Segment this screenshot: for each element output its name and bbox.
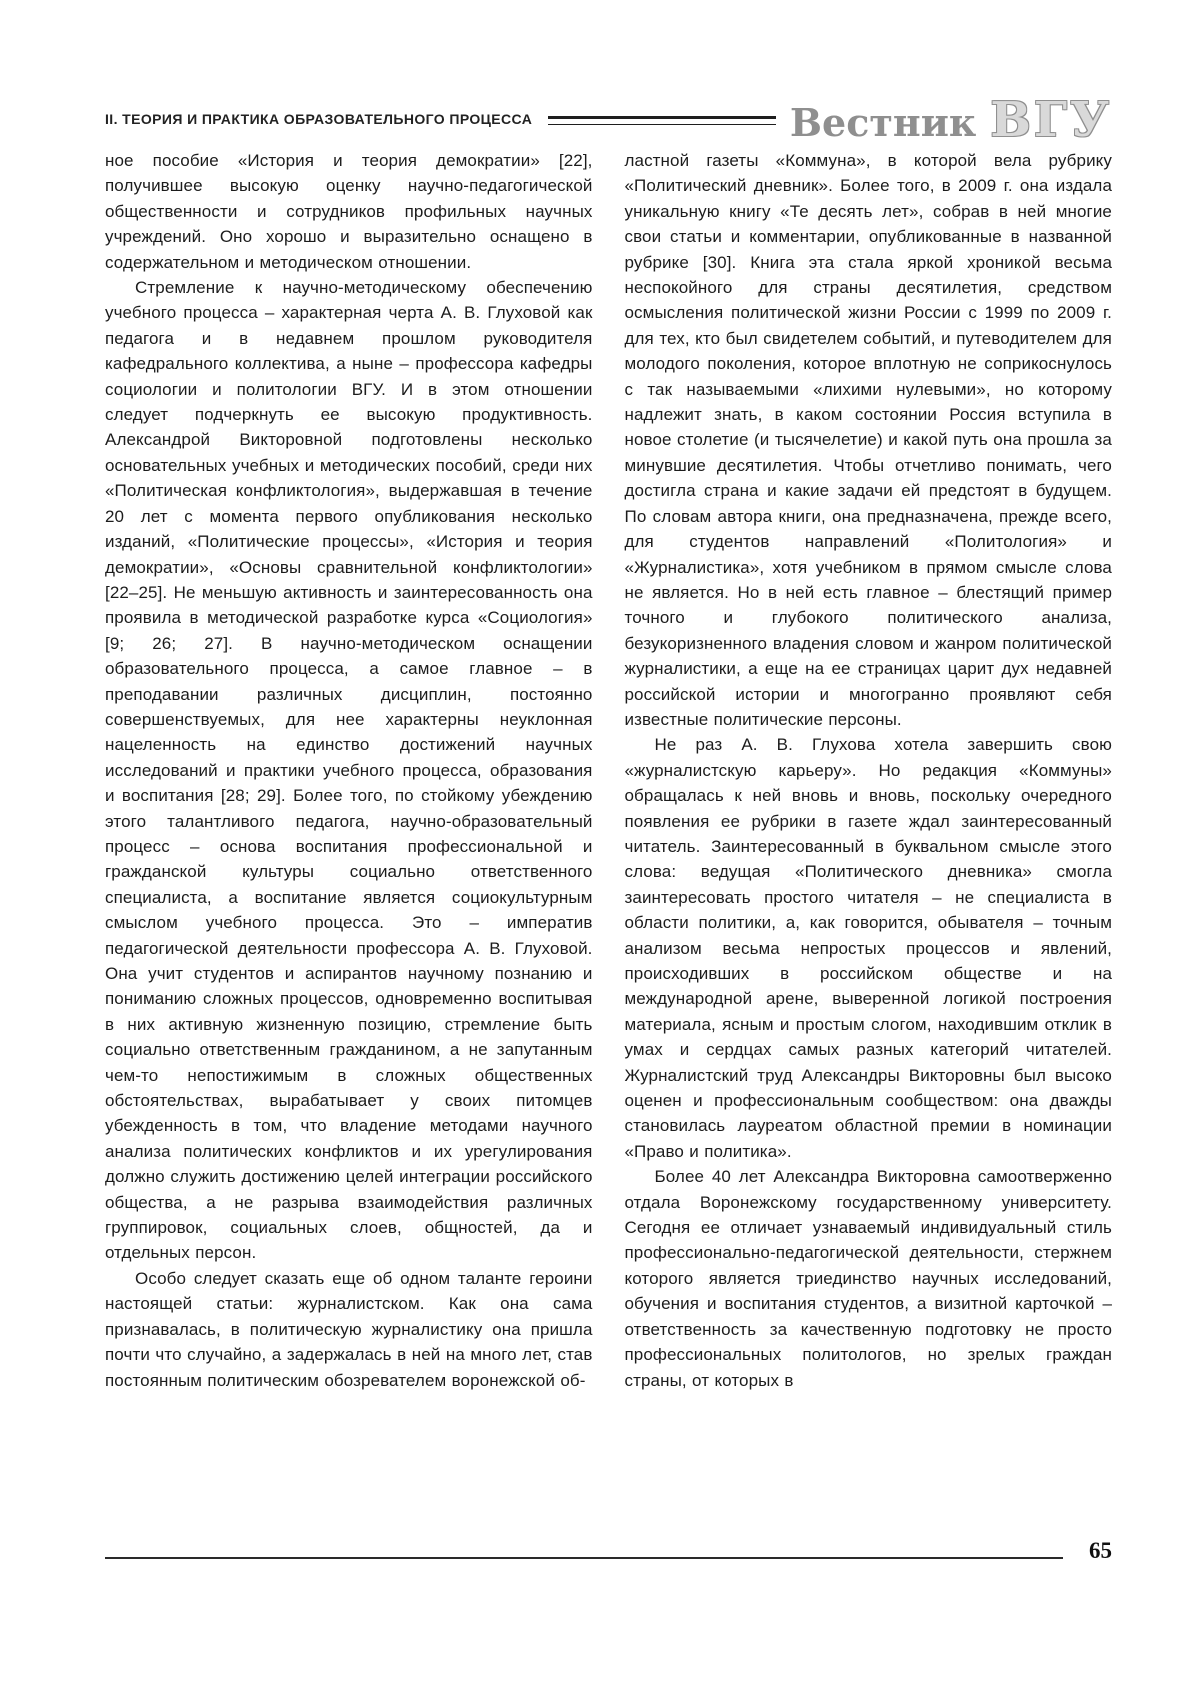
paragraph: ластной газеты «Коммуна», в которой вела рубрику «Политический дневник». Более того, в 2009 г. она издала уникальную книгу «Те десять лет», собрав в ней многие свои статьи и комментарии, опубликованные в названной рубрике [30]. Книга эта стала яркой хроникой весьма неспокойного для страны десятилетия, средством осмысления политической жизни России с 1999 по 2009 г. для тех, кто был свидетелем событий, и путеводителем для молодого поколения, которое вплотную не соприкоснулось с так называемыми «лихими нулевыми», но которому надлежит знать, в каком состоянии Россия вступила в новое столетие (и тысячелетие) и какой путь она прошла за минувшие десятилетия. Чтобы отчетливо понимать, чего достигла страна и какие задачи ей предстоят в будущем. По словам автора книги, она предназначена, прежде всего, для студентов направлений «Политология» и «Журналистика», хотя учебником в прямом смысле слова не является. Но в ней есть главное – блестящий пример точного и глубокого политического анализа, безукоризненного владения словом и жанром политической журналистики, а еще на ее страницах царит дух недавней российской истории и многогранно проявляют себя известные политические персоны.	[624, 151, 1112, 729]
journal-name-vestnik: Вестник	[789, 100, 977, 145]
paragraph: Особо следует сказать еще об одном таланте героини настоящей статьи: журналистском. Как она сама признавалась, в политическую журналистику она пришла почти что случайно, а задержалась в ней на много лет, став постоянным политическим обозревателем воронежской об-	[105, 1268, 593, 1390]
header-rule	[548, 116, 776, 125]
page-header	[105, 92, 1112, 148]
section-title: II. ТЕОРИЯ И ПРАКТИКА ОБРАЗОВАТЕЛЬНОГО ПРОЦЕССА	[105, 111, 533, 127]
journal-logo	[790, 92, 1112, 148]
journal-name-vgu: ВГУ	[990, 92, 1112, 148]
paragraph: Не раз А. В. Глухова хотела завершить свою «журналистскую карьеру». Но редакция «Коммуны» обращалась к ней вновь и вновь, поскольку очередного появления ее рубрики в газете ждал заинтересованный читатель. Заинтересованный в буквальном смысле этого слова: ведущая «Политического дневника» смогла заинтересовать простого читателя – не специалиста в области политики, а, как говорится, обывателя – точным анализом весьма непростых процессов и явлений, происходивших в российском обществе и на международной арене, выверенной логикой построения материала, ясным и простым слогом, находившим отклик в умах и сердцах самых разных категорий читателей. Журналистский труд Александры Викторовны был высоко оценен и профессиональным сообществом: она дважды становилась лауреатом областной премии в номинации «Право и политика».	[624, 735, 1112, 1161]
page-footer	[105, 1538, 1112, 1564]
right-column	[625, 148, 1113, 1393]
paragraph: Стремление к научно-методическому обеспечению учебного процесса – характерная черта А. В. Глуховой как педагога и в недавнем прошлом руководителя кафедрального коллектива, а ныне – профессора кафедры социологии и политологии ВГУ. И в этом отношении следует подчеркнуть ее высокую продуктивность. Александрой Викторовной подготовлены несколько основательных учебных и методических пособий, среди них «Политическая конфликтология», выдержавшая в течение 20 лет с момента первого опубликования несколько изданий, «Политические процессы», «История и теория демократии», «Основы сравнительной конфликтологии» [22–25]. Не меньшую активность и заинтересованность она проявила в методической разработке курса «Социология» [9; 26; 27]. В научно-методическом оснащении образовательного процесса, а самое главное – в преподавании различных дисциплин, постоянно совершенствуемых, для нее характерны неуклонная нацеленность на единство достижений научных исследований и практики учебного процесса, образования и воспитания [28; 29]. Более того, по стойкому убеждению этого талантливого педагога, научно-образовательный процесс – основа воспитания профессиональной и гражданской культуры социально ответственного специалиста, а воспитание является социокультурным смыслом учебного процесса. Это – императив педагогической деятельности профессора А. В. Глуховой. Она учит студентов и аспирантов научному познанию и пониманию сложных процессов, одновременно воспитывая в них активную жизненную позицию, стремление быть социально ответственным гражданином, а не запутанным чем-то непостижимым в сложных общественных обстоятельствах, вырабатывает у своих питомцев убежденность в том, что владение методами научного анализа политических конфликтов и их урегулирования должно служить достижению целей интеграции российского общества, а не разрыва взаимодействия различных группировок, социальных слоев, общностей, да и отдельных персон.	[105, 278, 593, 1263]
paragraph: ное пособие «История и теория демократии» [22], получившее высокую оценку научно-педагогической общественности и сотрудников профильных научных учреждений. Оно хорошо и выразительно оснащено в содержательном и методическом отношении.	[105, 151, 593, 272]
paragraph: Более 40 лет Александра Викторовна самоотверженно отдала Воронежскому государственному университету. Сегодня ее отличает узнаваемый индивидуальный стиль профессионально-педагогической деятельности, стержнем которого является триединство научных исследований, обучения и воспитания студентов, а визитной карточкой – ответственность за качественную подготовку не просто профессиональных политологов, но зрелых граждан страны, от которых в	[624, 1167, 1112, 1390]
footer-rule	[105, 1557, 1063, 1559]
article-body	[105, 148, 1112, 1393]
left-column	[105, 148, 593, 1393]
page-number: 65	[1089, 1538, 1112, 1563]
